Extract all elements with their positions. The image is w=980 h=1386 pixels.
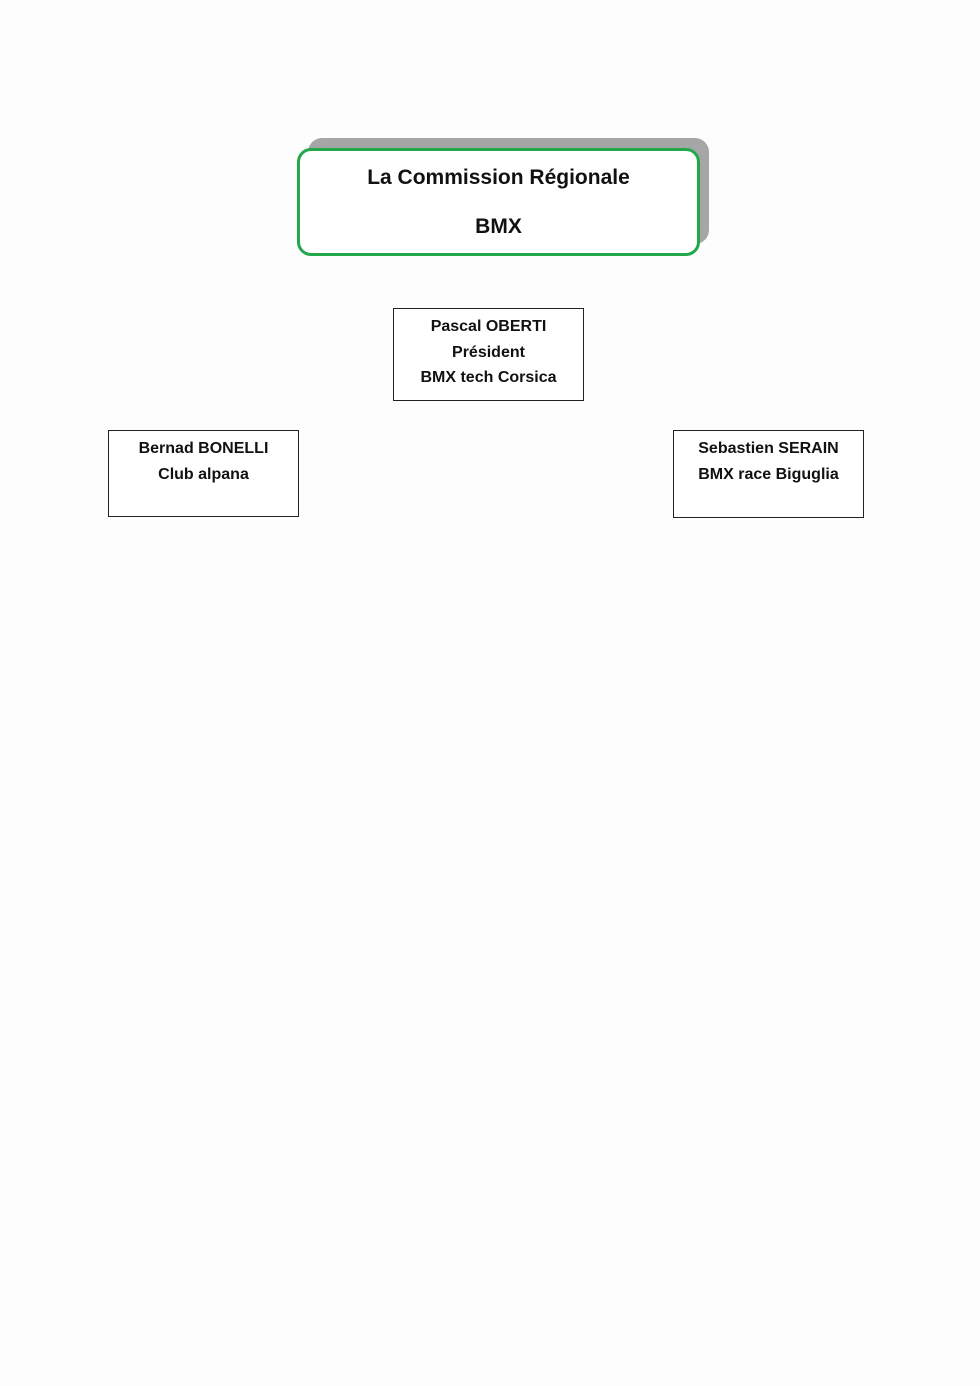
president-club: BMX tech Corsica bbox=[420, 369, 557, 386]
member-right-name: Sebastien SERAIN bbox=[698, 440, 839, 457]
member-right-club: BMX race Biguglia bbox=[698, 465, 839, 483]
president-name: Pascal OBERTI bbox=[430, 318, 547, 335]
member-box-left bbox=[108, 430, 299, 517]
president-role: Président bbox=[452, 343, 525, 361]
commission-title: La Commission Régionale bbox=[367, 166, 630, 189]
president-box bbox=[393, 308, 584, 401]
member-box-right bbox=[673, 430, 864, 518]
commission-title-box bbox=[297, 148, 700, 256]
member-left-name: Bernad BONELLI bbox=[138, 440, 269, 457]
commission-subtitle: BMX bbox=[475, 215, 522, 238]
member-left-club: Club alpana bbox=[158, 465, 249, 483]
